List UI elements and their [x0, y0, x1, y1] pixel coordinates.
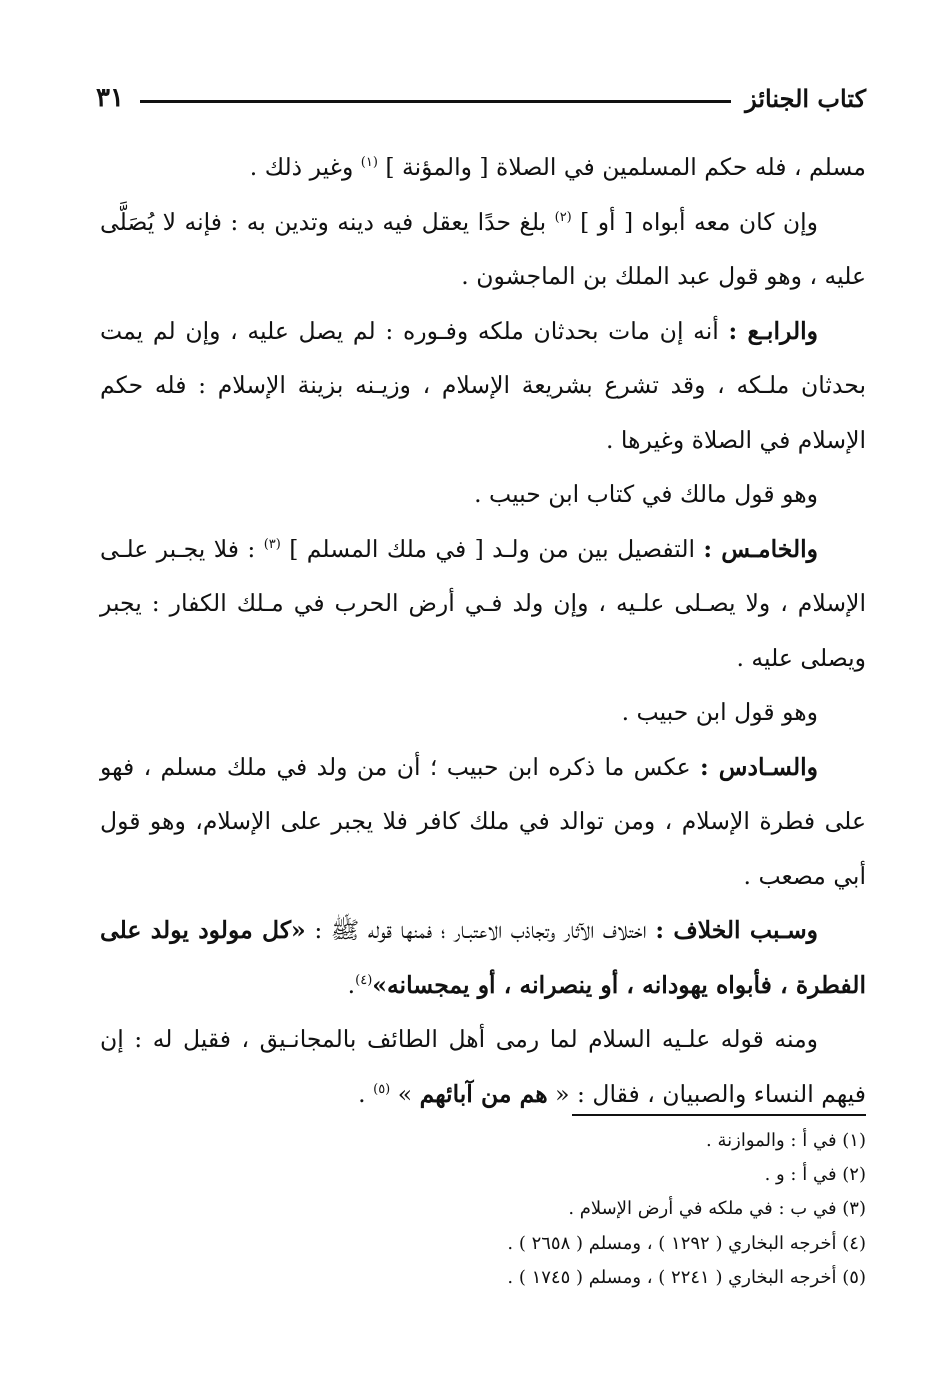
footnote-ref-4: (٤) [355, 972, 373, 988]
text-run: » [390, 1079, 420, 1108]
footnote-ref-5: (٥) [373, 1081, 391, 1097]
footnote-2: (٢) في أ : و . [764, 1164, 866, 1186]
paragraph-lead: والرابـع : [728, 316, 818, 345]
page-number: ٣١ [96, 83, 124, 113]
paragraph-2 [100, 195, 866, 304]
footnote-5: (٥) أخرجه البخاري ( ٢٢٤١ ) ، ومسلم ( ١٧٤٥ ) . [507, 1266, 866, 1288]
footnote-3: (٣) في ب : في ملكه في أرض الإسلام . [568, 1198, 866, 1220]
page-header [96, 78, 866, 118]
text-run: أنه إن مات بحدثان ملكه وفـوره : لم يصل عليه ، وإن لم يمت بحدثان ملـكه ، وقد تشرع بشريعة الإسلام ، وزيـنه بزينة الإسلام : فله حكم الإسلام في الصلاة وغيرها . [100, 316, 866, 454]
header-rule [140, 100, 731, 103]
footnote-1: (١) في أ : والموازنة . [706, 1130, 866, 1151]
paragraph-4th-opinion [100, 304, 866, 468]
text-run: عكس ما ذكره ابن حبيب ؛ أن من ولد في ملك مسلم ، فهو على فطرة الإسلام ، ومن توالد في ملك كافر فلا يجبر على الإسلام، وهو قول أبي مصعب . [100, 752, 866, 890]
footnotes [300, 1124, 866, 1295]
paragraph-reason-for-dispute [100, 903, 866, 1012]
paragraph-attribution-ibn-habib: وهو قول ابن حبيب . [621, 698, 818, 726]
text-run: . [358, 1079, 374, 1108]
footnote-4: (٤) أخرجه البخاري ( ١٢٩٢ ) ، ومسلم ( ٢٦٥٨ ) . [507, 1232, 866, 1254]
text-run: اختلاف الآثار وتجاذب الاعتبـار ؛ فمنها قوله ﷺ : [305, 916, 656, 944]
paragraph-1 [100, 140, 866, 195]
text-run: التفصيل بين من ولـد [ في ملك المسلم ] [280, 534, 704, 563]
paragraph-5th-opinion [100, 522, 866, 686]
text-run: ومنه قوله علـيه السلام لما رمى أهل الطائف بالمجانـيق ، فقيل له : إن فيهم النساء والصبيان ، فقال : « [100, 1025, 866, 1108]
text-run: مسلم ، فله حكم المسلمين في الصلاة [ والمؤنة ] [377, 153, 866, 181]
paragraph-lead: والسـادس : [700, 752, 818, 781]
hadith-quote: هم من آبائهم [419, 1079, 548, 1108]
paragraph-6th-opinion [100, 740, 866, 904]
paragraph-taif [100, 1012, 866, 1121]
paragraph-attribution-malik: وهو قول مالك في كتاب ابن حبيب . [474, 480, 818, 508]
main-text [100, 140, 866, 1121]
text-run: وإن كان معه أبواه [ أو ] [571, 207, 818, 236]
text-run: : فلا يجـبر علـى الإسلام ، ولا يصـلى علـيه ، وإن ولد فـي أرض الحرب في مـلك الكفار : يجبر ويصلى عليه . [100, 534, 866, 672]
paragraph-lead: والخامـس : [703, 534, 819, 563]
footnote-separator [572, 1114, 866, 1116]
text-run: وغير ذلك . [249, 153, 361, 181]
text-run: . [347, 970, 356, 999]
paragraph-lead: وسـبب الخلاف : [655, 916, 818, 944]
footnote-ref-1: (١) [360, 155, 378, 171]
running-title: كتاب الجنائز [745, 83, 866, 113]
text-run: بلغ حدًا يعقل فيه دينه وتدين به : فإنه لا يُصَلَّى عليه ، وهو قول عبد الملك بن الماجشون . [100, 207, 866, 290]
footnote-ref-2: (٢) [554, 209, 572, 225]
hadith-quote: «كل مولود يولد على الفطرة ، فأبواه يهودانه ، أو ينصرانه ، أو يمجسانه» [100, 916, 866, 999]
footnote-ref-3: (٣) [263, 536, 281, 552]
